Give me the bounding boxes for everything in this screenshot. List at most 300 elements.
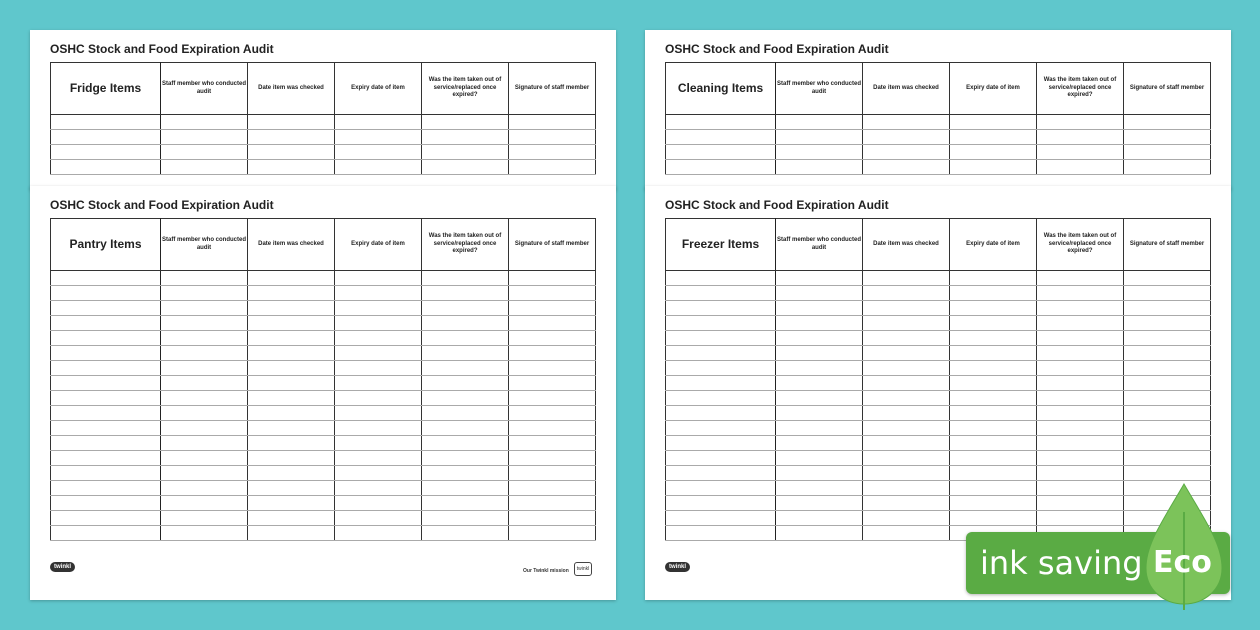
table-cell[interactable]	[863, 271, 950, 286]
table-cell[interactable]	[161, 271, 248, 286]
table-row	[666, 331, 1211, 346]
table-cell[interactable]	[335, 436, 422, 451]
table-cell[interactable]	[248, 526, 335, 541]
table-cell[interactable]	[666, 481, 776, 496]
table-cell[interactable]	[335, 331, 422, 346]
table-cell[interactable]	[666, 286, 776, 301]
table-cell[interactable]	[863, 421, 950, 436]
table-cell[interactable]	[248, 145, 335, 160]
table-cell[interactable]	[335, 286, 422, 301]
ink-saving-text: ink saving	[980, 544, 1143, 582]
table-cell[interactable]	[422, 115, 509, 130]
table-cell[interactable]	[51, 406, 161, 421]
table-cell[interactable]	[509, 406, 596, 421]
table-cell[interactable]	[248, 451, 335, 466]
table-cell[interactable]	[863, 301, 950, 316]
table-cell[interactable]	[161, 130, 248, 145]
table-cell[interactable]	[509, 160, 596, 175]
table-cell[interactable]	[161, 301, 248, 316]
table-cell[interactable]	[161, 511, 248, 526]
table-cell[interactable]	[666, 406, 776, 421]
table-row	[51, 346, 596, 361]
table-cell[interactable]	[509, 286, 596, 301]
table-cell[interactable]	[509, 526, 596, 541]
table-row	[51, 331, 596, 346]
table-cell[interactable]	[776, 160, 863, 175]
table-cell[interactable]	[161, 481, 248, 496]
table-cell[interactable]	[422, 361, 509, 376]
table-cell[interactable]	[1124, 115, 1211, 130]
table-cell[interactable]	[950, 511, 1037, 526]
table-cell[interactable]	[776, 286, 863, 301]
table-cell[interactable]	[1124, 130, 1211, 145]
table-cell[interactable]	[248, 271, 335, 286]
table-row	[51, 316, 596, 331]
table-cell[interactable]	[1037, 130, 1124, 145]
table-cell[interactable]	[51, 346, 161, 361]
table-cell[interactable]	[509, 466, 596, 481]
table-cell[interactable]	[161, 421, 248, 436]
table-cell[interactable]	[335, 346, 422, 361]
table-cell[interactable]	[51, 436, 161, 451]
table-cell[interactable]	[1124, 376, 1211, 391]
twinkl-logo: twinkl	[665, 562, 690, 572]
table-cell[interactable]	[863, 526, 950, 541]
table-cell[interactable]	[666, 160, 776, 175]
table-cell[interactable]	[422, 451, 509, 466]
table-cell[interactable]	[161, 346, 248, 361]
table-cell[interactable]	[950, 481, 1037, 496]
table-cell[interactable]	[1124, 145, 1211, 160]
table-cell[interactable]	[666, 496, 776, 511]
table-cell[interactable]	[51, 301, 161, 316]
table-cell[interactable]	[1037, 271, 1124, 286]
table-cell[interactable]	[666, 115, 776, 130]
table-cell[interactable]	[248, 331, 335, 346]
table-cell[interactable]	[863, 286, 950, 301]
table-cell[interactable]	[51, 286, 161, 301]
table-cell[interactable]	[776, 511, 863, 526]
table-cell[interactable]	[950, 421, 1037, 436]
table-cell[interactable]	[776, 376, 863, 391]
table-row	[666, 316, 1211, 331]
column-header: Expiry date of item	[950, 63, 1037, 115]
table-cell[interactable]	[950, 130, 1037, 145]
table-cell[interactable]	[950, 451, 1037, 466]
table-cell[interactable]	[248, 376, 335, 391]
column-header: Expiry date of item	[335, 219, 422, 271]
table-row	[51, 466, 596, 481]
table-cell[interactable]	[1124, 286, 1211, 301]
table-cell[interactable]	[161, 406, 248, 421]
table-cell[interactable]	[666, 130, 776, 145]
table-cell[interactable]	[950, 301, 1037, 316]
table-cell[interactable]	[863, 331, 950, 346]
table-cell[interactable]	[248, 406, 335, 421]
table-cell[interactable]	[51, 376, 161, 391]
table-cell[interactable]	[1037, 496, 1124, 511]
table-cell[interactable]	[422, 466, 509, 481]
table-cell[interactable]	[666, 361, 776, 376]
table-cell[interactable]	[863, 346, 950, 361]
table-cell[interactable]	[776, 466, 863, 481]
table-cell[interactable]	[335, 406, 422, 421]
column-header: Expiry date of item	[335, 63, 422, 115]
table-cell[interactable]	[950, 406, 1037, 421]
table-cell[interactable]	[422, 346, 509, 361]
table-cell[interactable]	[509, 421, 596, 436]
column-header: Staff member who conducted audit	[776, 219, 863, 271]
table-cell[interactable]	[1037, 376, 1124, 391]
table-cell[interactable]	[51, 421, 161, 436]
table-row	[51, 526, 596, 541]
table-cell[interactable]	[666, 466, 776, 481]
table-cell[interactable]	[335, 361, 422, 376]
table-cell[interactable]	[1037, 115, 1124, 130]
table-cell[interactable]	[950, 115, 1037, 130]
table-cell[interactable]	[51, 271, 161, 286]
table-cell[interactable]	[776, 451, 863, 466]
table-row	[666, 481, 1211, 496]
table-cell[interactable]	[1124, 436, 1211, 451]
table-cell[interactable]	[248, 361, 335, 376]
table-row	[51, 406, 596, 421]
table-cell[interactable]	[51, 466, 161, 481]
table-cell[interactable]	[422, 145, 509, 160]
table-cell[interactable]	[1124, 301, 1211, 316]
table-cell[interactable]	[248, 130, 335, 145]
table-cell[interactable]	[1124, 466, 1211, 481]
table-cell[interactable]	[509, 301, 596, 316]
table-cell[interactable]	[335, 496, 422, 511]
table-cell[interactable]	[1037, 301, 1124, 316]
table-cell[interactable]	[863, 361, 950, 376]
table-cell[interactable]	[51, 160, 161, 175]
table-cell[interactable]	[863, 496, 950, 511]
table-cell[interactable]	[51, 115, 161, 130]
table-cell[interactable]	[509, 115, 596, 130]
table-cell[interactable]	[950, 145, 1037, 160]
table-cell[interactable]	[335, 466, 422, 481]
table-cell[interactable]	[509, 391, 596, 406]
table-cell[interactable]	[776, 526, 863, 541]
table-cell[interactable]	[335, 421, 422, 436]
table-cell[interactable]	[161, 316, 248, 331]
table-cell[interactable]	[509, 376, 596, 391]
table-cell[interactable]	[248, 316, 335, 331]
table-cell[interactable]	[161, 451, 248, 466]
table-cell[interactable]	[422, 526, 509, 541]
table-cell[interactable]	[1037, 511, 1124, 526]
table-cell[interactable]	[863, 316, 950, 331]
table-cell[interactable]	[1037, 331, 1124, 346]
table-cell[interactable]	[863, 115, 950, 130]
table-cell[interactable]	[1037, 361, 1124, 376]
table-cell[interactable]	[1037, 466, 1124, 481]
table-cell[interactable]	[666, 346, 776, 361]
table-cell[interactable]	[1124, 451, 1211, 466]
table-cell[interactable]	[1037, 346, 1124, 361]
table-cell[interactable]	[51, 145, 161, 160]
table-cell[interactable]	[1037, 145, 1124, 160]
table-cell[interactable]	[422, 331, 509, 346]
table-cell[interactable]	[950, 391, 1037, 406]
table-cell[interactable]	[509, 331, 596, 346]
table-cell[interactable]	[335, 130, 422, 145]
table-row	[666, 511, 1211, 526]
table-cell[interactable]	[248, 115, 335, 130]
table-cell[interactable]	[950, 331, 1037, 346]
table-cell[interactable]	[422, 391, 509, 406]
table-cell[interactable]	[1124, 331, 1211, 346]
table-cell[interactable]	[335, 115, 422, 130]
table-cell[interactable]	[776, 436, 863, 451]
table-cell[interactable]	[1037, 436, 1124, 451]
column-header: Expiry date of item	[950, 219, 1037, 271]
table-cell[interactable]	[863, 160, 950, 175]
table-row	[51, 436, 596, 451]
table-cell[interactable]	[1037, 391, 1124, 406]
table-cell[interactable]	[1037, 451, 1124, 466]
table-cell[interactable]	[422, 436, 509, 451]
table-cell[interactable]	[950, 466, 1037, 481]
table-row	[666, 115, 1211, 130]
column-header: Was the item taken out of service/replaced once expired?	[422, 219, 509, 271]
table-cell[interactable]	[776, 361, 863, 376]
table-cell[interactable]	[51, 511, 161, 526]
table-cell[interactable]	[161, 391, 248, 406]
table-cell[interactable]	[161, 361, 248, 376]
table-cell[interactable]	[422, 496, 509, 511]
table-cell[interactable]	[776, 391, 863, 406]
table-cell[interactable]	[1124, 391, 1211, 406]
table-cell[interactable]	[950, 271, 1037, 286]
table-row	[666, 286, 1211, 301]
table-cell[interactable]	[509, 271, 596, 286]
table-cell[interactable]	[335, 145, 422, 160]
table-cell[interactable]	[51, 481, 161, 496]
table-cell[interactable]	[1124, 160, 1211, 175]
table-cell[interactable]	[335, 376, 422, 391]
table-cell[interactable]	[776, 331, 863, 346]
table-cell[interactable]	[776, 346, 863, 361]
column-header: Date item was checked	[863, 219, 950, 271]
table-cell[interactable]	[776, 130, 863, 145]
table-cell[interactable]	[666, 145, 776, 160]
table-cell[interactable]	[863, 145, 950, 160]
table-cell[interactable]	[161, 115, 248, 130]
table-cell[interactable]	[335, 316, 422, 331]
first-column-header: Fridge Items	[51, 63, 161, 115]
table-cell[interactable]	[1037, 286, 1124, 301]
table-cell[interactable]	[51, 496, 161, 511]
table-cell[interactable]	[509, 145, 596, 160]
table-cell[interactable]	[1124, 361, 1211, 376]
table-cell[interactable]	[950, 286, 1037, 301]
table-cell[interactable]	[161, 331, 248, 346]
table-row	[51, 361, 596, 376]
table-cell[interactable]	[1124, 316, 1211, 331]
table-cell[interactable]	[1037, 160, 1124, 175]
table-cell[interactable]	[1037, 406, 1124, 421]
table-cell[interactable]	[950, 346, 1037, 361]
sheet-fridge	[30, 30, 616, 190]
table-cell[interactable]	[161, 496, 248, 511]
table-row	[666, 145, 1211, 160]
table-cell[interactable]	[950, 436, 1037, 451]
table-cell[interactable]	[776, 316, 863, 331]
table-cell[interactable]	[1124, 421, 1211, 436]
table-cell[interactable]	[335, 451, 422, 466]
table-cell[interactable]	[666, 451, 776, 466]
table-cell[interactable]	[422, 376, 509, 391]
table-cell[interactable]	[248, 511, 335, 526]
table-cell[interactable]	[51, 316, 161, 331]
table-cell[interactable]	[161, 526, 248, 541]
table-cell[interactable]	[335, 160, 422, 175]
table-cell[interactable]	[248, 421, 335, 436]
first-column-header: Freezer Items	[666, 219, 776, 271]
table-cell[interactable]	[666, 331, 776, 346]
table-cell[interactable]	[776, 271, 863, 286]
twinkl-logo: twinkl	[50, 562, 75, 572]
table-cell[interactable]	[1037, 481, 1124, 496]
table-cell[interactable]	[248, 466, 335, 481]
table-cell[interactable]	[666, 316, 776, 331]
table-cell[interactable]	[422, 511, 509, 526]
table-cell[interactable]	[863, 481, 950, 496]
table-cell[interactable]	[509, 511, 596, 526]
table-cell[interactable]	[666, 436, 776, 451]
table-cell[interactable]	[1124, 346, 1211, 361]
table-cell[interactable]	[335, 511, 422, 526]
table-cell[interactable]	[335, 301, 422, 316]
table-cell[interactable]	[248, 436, 335, 451]
table-cell[interactable]	[51, 451, 161, 466]
table-cell[interactable]	[248, 301, 335, 316]
audit-table	[665, 62, 1211, 175]
table-cell[interactable]	[950, 496, 1037, 511]
column-header: Staff member who conducted audit	[776, 63, 863, 115]
table-cell[interactable]	[51, 331, 161, 346]
table-cell[interactable]	[422, 286, 509, 301]
table-cell[interactable]	[666, 271, 776, 286]
table-cell[interactable]	[950, 361, 1037, 376]
column-header: Signature of staff member	[509, 63, 596, 115]
table-cell[interactable]	[509, 130, 596, 145]
table-cell[interactable]	[335, 271, 422, 286]
table-cell[interactable]	[776, 421, 863, 436]
table-cell[interactable]	[509, 316, 596, 331]
table-cell[interactable]	[335, 481, 422, 496]
table-cell[interactable]	[335, 391, 422, 406]
table-cell[interactable]	[666, 376, 776, 391]
table-cell[interactable]	[666, 301, 776, 316]
audit-table	[50, 218, 596, 541]
table-cell[interactable]	[950, 160, 1037, 175]
table-cell[interactable]	[248, 160, 335, 175]
table-cell[interactable]	[248, 481, 335, 496]
table-cell[interactable]	[161, 286, 248, 301]
table-cell[interactable]	[51, 361, 161, 376]
table-cell[interactable]	[863, 391, 950, 406]
table-cell[interactable]	[422, 271, 509, 286]
table-row	[51, 145, 596, 160]
table-cell[interactable]	[161, 376, 248, 391]
table-cell[interactable]	[248, 346, 335, 361]
table-row	[51, 376, 596, 391]
table-cell[interactable]	[422, 160, 509, 175]
table-cell[interactable]	[666, 421, 776, 436]
table-cell[interactable]	[248, 391, 335, 406]
table-cell[interactable]	[863, 130, 950, 145]
table-cell[interactable]	[863, 511, 950, 526]
table-row	[666, 391, 1211, 406]
table-cell[interactable]	[422, 301, 509, 316]
table-cell[interactable]	[509, 451, 596, 466]
table-header-row	[51, 219, 596, 271]
table-cell[interactable]	[51, 391, 161, 406]
table-cell[interactable]	[51, 130, 161, 145]
table-cell[interactable]	[248, 496, 335, 511]
table-cell[interactable]	[863, 466, 950, 481]
table-cell[interactable]	[509, 496, 596, 511]
table-cell[interactable]	[863, 436, 950, 451]
table-cell[interactable]	[422, 481, 509, 496]
table-cell[interactable]	[776, 301, 863, 316]
table-cell[interactable]	[509, 361, 596, 376]
table-cell[interactable]	[1124, 271, 1211, 286]
sheet-title: OSHC Stock and Food Expiration Audit	[50, 198, 274, 212]
table-cell[interactable]	[509, 436, 596, 451]
table-cell[interactable]	[422, 130, 509, 145]
table-cell[interactable]	[950, 316, 1037, 331]
table-row	[666, 466, 1211, 481]
table-cell[interactable]	[509, 346, 596, 361]
table-cell[interactable]	[422, 406, 509, 421]
table-cell[interactable]	[161, 466, 248, 481]
table-cell[interactable]	[1124, 406, 1211, 421]
table-cell[interactable]	[161, 160, 248, 175]
table-cell[interactable]	[776, 145, 863, 160]
table-cell[interactable]	[950, 376, 1037, 391]
table-cell[interactable]	[1037, 421, 1124, 436]
table-cell[interactable]	[51, 526, 161, 541]
column-header: Staff member who conducted audit	[161, 63, 248, 115]
table-cell[interactable]	[666, 511, 776, 526]
table-cell[interactable]	[776, 496, 863, 511]
column-header: Staff member who conducted audit	[161, 219, 248, 271]
table-cell[interactable]	[863, 406, 950, 421]
table-cell[interactable]	[863, 376, 950, 391]
table-cell[interactable]	[1037, 316, 1124, 331]
table-cell[interactable]	[422, 421, 509, 436]
column-header: Signature of staff member	[509, 219, 596, 271]
table-cell[interactable]	[776, 115, 863, 130]
table-cell[interactable]	[666, 526, 776, 541]
table-cell[interactable]	[776, 406, 863, 421]
table-cell[interactable]	[422, 316, 509, 331]
table-cell[interactable]	[335, 526, 422, 541]
table-cell[interactable]	[666, 391, 776, 406]
table-cell[interactable]	[161, 436, 248, 451]
table-cell[interactable]	[248, 286, 335, 301]
column-header: Signature of staff member	[1124, 219, 1211, 271]
table-cell[interactable]	[161, 145, 248, 160]
table-cell[interactable]	[863, 451, 950, 466]
table-cell[interactable]	[509, 481, 596, 496]
table-cell[interactable]	[776, 481, 863, 496]
